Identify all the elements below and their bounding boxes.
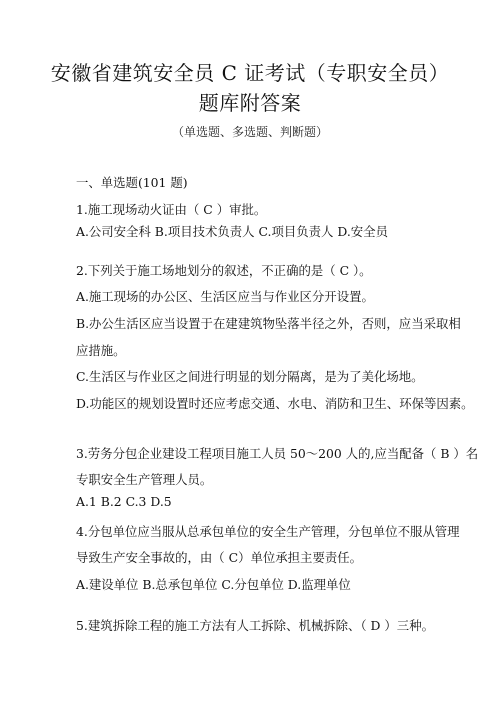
- question-4-stem-line-2: 导致生产安全事故的，由（ C）单位承担主要责任。: [76, 550, 363, 565]
- question-3-options: A.1 B.2 C.3 D.5: [76, 494, 172, 509]
- question-2-option-b-continued: 应措施。: [76, 343, 126, 358]
- question-1-stem: 1.施工现场动火证由（ C ）审批。: [76, 202, 267, 217]
- question-3-stem-line-1: 3.劳务分包企业建设工程项目施工人员 50～200 人的,应当配备（ B ）名: [76, 446, 479, 461]
- question-2-option-b: B.办公生活区应当设置于在建建筑物坠落半径之外，否则，应当采取相: [76, 316, 461, 331]
- question-5-stem: 5.建筑拆除工程的施工方法有人工拆除、机械拆除、（ D ）三种。: [76, 618, 434, 633]
- question-3-stem-line-2: 专职安全生产管理人员。: [76, 472, 213, 487]
- question-2-stem: 2.下列关于施工场地划分的叙述，不正确的是（ C ）。: [76, 263, 372, 278]
- question-4-options: A.建设单位 B.总承包单位 C.分包单位 D.监理单位: [76, 577, 351, 592]
- question-1-options: A.公司安全科 B.项目技术负责人 C.项目负责人 D.安全员: [76, 224, 388, 239]
- section-heading: 一、单选题(101 题): [76, 175, 188, 190]
- document-subtitle: （单选题、多选题、判断题）: [171, 125, 328, 139]
- question-4-stem-line-1: 4.分包单位应当服从总承包单位的安全生产管理，分包单位不服从管理: [76, 524, 460, 539]
- question-2-option-d: D.功能区的规划设置时还应考虑交通、水电、消防和卫生、环保等因素。: [76, 396, 474, 411]
- question-2-option-a: A.施工现场的办公区、生活区应当与作业区分开设置。: [76, 289, 374, 304]
- document-title-line-1: 安徽省建筑安全员 C 证考试（专职安全员）: [50, 61, 450, 85]
- document-title-line-2: 题库附答案: [198, 91, 302, 115]
- question-2-option-c: C.生活区与作业区之间进行明显的划分隔离，是为了美化场地。: [76, 369, 424, 384]
